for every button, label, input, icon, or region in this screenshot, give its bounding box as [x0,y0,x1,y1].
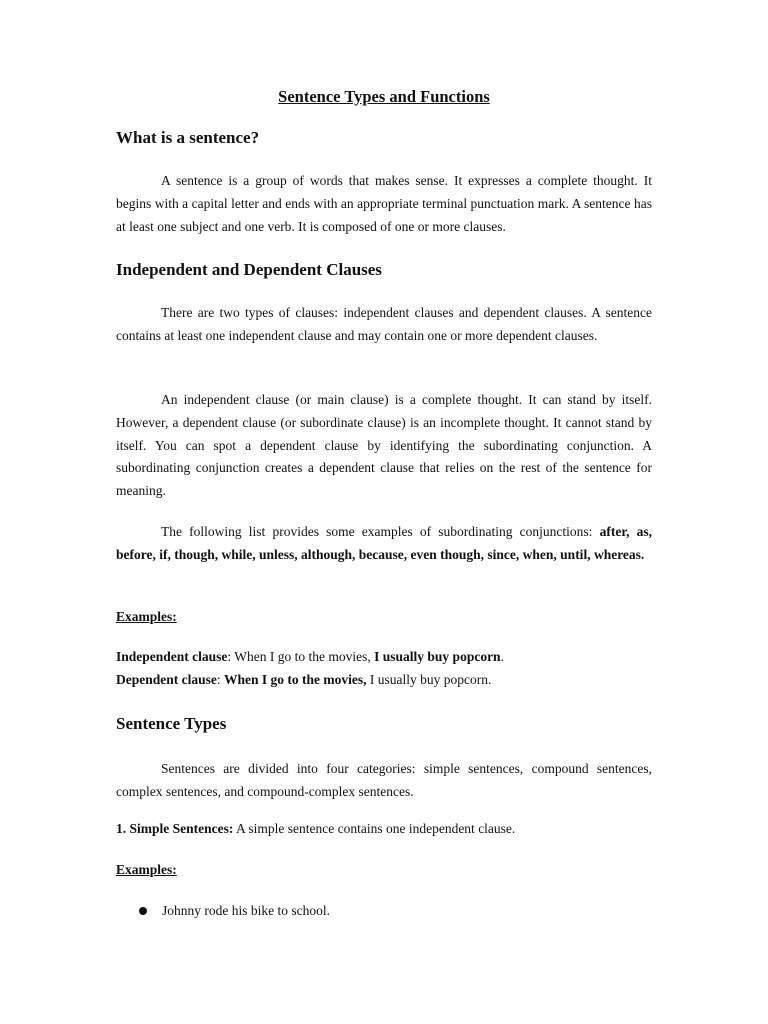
paragraph-clause-types: There are two types of clauses: independent clauses and dependent clauses. A sentence contains at least one independent clause and may contain one or more dependent clauses. [116,305,652,343]
example-independent-bold: I usually buy popcorn [374,649,501,664]
paragraph-sentence-categories: Sentences are divided into four categories: simple sentences, compound sentences, complex sentences, and compound-complex sentences. [116,761,652,799]
conjunctions-list: after, as, before, if, though, while, unless, although, because, even though, since, when, until, whereas. [116,524,652,562]
document-title: Sentence Types and Functions [278,87,490,106]
examples-label-simple: Examples: [116,862,177,877]
simple-sentences-label: 1. Simple Sentences: [116,821,234,836]
conjunctions-intro: The following list provides some examples of subordinating conjunctions: [161,524,600,539]
examples-label-clauses: Examples: [116,609,177,624]
simple-sentences-definition [116,821,515,837]
example-dependent-end: I usually buy popcorn. [366,672,492,687]
paragraph-subordinating-conjunctions [116,521,652,567]
list-item: Johnny rode his bike to school. [162,903,330,918]
simple-sentences-text: A simple sentence contains one independent clause. [233,821,516,836]
example-dependent-bold: When I go to the movies, [224,672,367,687]
example-dependent-label: Dependent clause [116,672,217,687]
bullet-icon [139,907,147,915]
example-independent-clause [116,649,504,665]
heading-what-is-a-sentence: What is a sentence? [116,128,260,147]
example-dependent-clause [116,672,491,688]
heading-independent-dependent-clauses: Independent and Dependent Clauses [116,260,382,279]
heading-sentence-types: Sentence Types [116,714,227,733]
example-independent-text: : When I go to the movies, [227,649,375,664]
example-independent-end: . [500,649,504,664]
paragraph-clause-explanation: An independent clause (or main clause) is a complete thought. It can stand by itself. However, a dependent clause (or subordinate clause) is an incomplete thought. It cannot stand by itself. You can spot a dependent clause by identifying the subordinating conjunction. A subordinating conjunction creates a dependent clause that relies on the rest of the sentence for meaning. [116,392,652,499]
example-dependent-sep: : [216,672,225,687]
paragraph-sentence-definition: A sentence is a group of words that makes sense. It expresses a complete thought. It begins with a capital letter and ends with an appropriate terminal punctuation mark. A sentence has at least one subject and one verb. It is composed of one or more clauses. [116,173,652,234]
example-independent-label: Independent clause [116,649,228,664]
